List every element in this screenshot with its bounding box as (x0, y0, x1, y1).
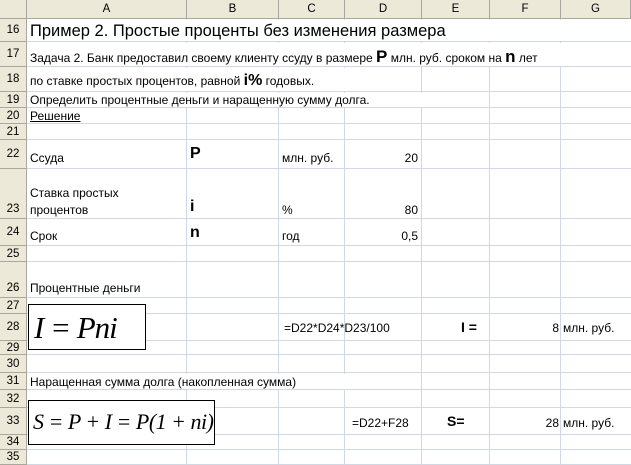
interest-formula-text: I = Pni (34, 310, 117, 345)
accrued-result-unit: млн. руб. (563, 416, 615, 430)
row-header-24[interactable]: 24 (0, 219, 27, 246)
row-header-35[interactable]: 35 (0, 450, 27, 465)
row-header-25[interactable]: 25 (0, 246, 27, 262)
loan-unit: млн. руб. (282, 151, 334, 165)
rate-label-line-1: Ставка простых (30, 186, 119, 200)
task-symbol-p: Р (376, 47, 388, 66)
accrued-excel-formula: =D22+F28 (352, 416, 409, 430)
task-line-3: Определить процентные деньги и наращенную сумму долга. (30, 93, 370, 107)
task-symbol-i: i% (243, 72, 263, 89)
loan-label: Ссуда (30, 151, 64, 165)
loan-value[interactable]: 20 (404, 151, 418, 165)
task-line-1-start: Задача 2. Банк предоставил своему клиенту ссуду в размере (30, 51, 377, 65)
row-header-32[interactable]: 32 (0, 390, 27, 408)
loan-symbol: Р (190, 145, 201, 162)
row-header-30[interactable]: 30 (0, 355, 27, 373)
row-header-18[interactable]: 18 (0, 67, 27, 92)
term-value[interactable]: 0,5 (401, 229, 418, 243)
task-line-2-end: годовых. (262, 74, 315, 88)
interest-result-value[interactable]: 8 (552, 321, 559, 335)
task-line-1 (30, 48, 538, 65)
accrued-formula-text: S = P + I = P(1 + ni) (33, 409, 214, 434)
row-header-27[interactable]: 27 (0, 298, 27, 314)
term-label: Срок (30, 229, 58, 243)
row-header-16[interactable]: 16 (0, 19, 27, 42)
row-header-26[interactable]: 26 (0, 262, 27, 298)
row-header-21[interactable]: 21 (0, 124, 27, 140)
interest-label: Процентные деньги (30, 281, 141, 295)
row-header-17[interactable]: 17 (0, 42, 27, 67)
row-header-28[interactable]: 28 (0, 314, 27, 341)
task-line-2 (30, 73, 314, 89)
accrued-result-label: S= (447, 413, 465, 429)
interest-result-label: I = (461, 319, 477, 335)
row-header-31[interactable]: 31 (0, 373, 27, 390)
row-header-20[interactable]: 20 (0, 108, 27, 124)
row-header-29[interactable]: 29 (0, 341, 27, 355)
row-header-23[interactable]: 23 (0, 169, 27, 219)
row-header-22[interactable]: 22 (0, 140, 27, 169)
sheet-title: Пример 2. Простые проценты без изменения размера (30, 22, 446, 40)
column-header-e[interactable]: E (422, 0, 490, 19)
term-unit: год (282, 229, 300, 243)
row-header-33[interactable]: 33 (0, 408, 27, 435)
column-header-f[interactable]: F (490, 0, 561, 19)
rate-symbol: i (190, 198, 195, 215)
interest-result-unit: млн. руб. (563, 321, 615, 335)
column-header-c[interactable]: C (279, 0, 345, 19)
task-symbol-n: n (505, 47, 516, 66)
task-line-1-end: лет (515, 51, 538, 65)
solution-heading: Решение (30, 109, 81, 123)
column-header-b[interactable]: B (187, 0, 279, 19)
interest-formula-image (28, 304, 146, 350)
accrued-result-value[interactable]: 28 (545, 416, 559, 430)
task-line-2-start: по ставке простых процентов, равной (30, 74, 244, 88)
accrued-label: Наращенная сумма долга (накопленная сумма) (30, 375, 297, 389)
interest-excel-formula: =D22*D24*D23/100 (284, 321, 390, 335)
rate-unit: % (282, 203, 293, 217)
column-header-a[interactable]: A (27, 0, 187, 19)
task-line-1-middle: млн. руб. сроком на (387, 51, 506, 65)
row-header-19[interactable]: 19 (0, 92, 27, 108)
term-symbol: n (190, 224, 200, 241)
rate-label-line-2: процентов (30, 203, 89, 217)
row-header-34[interactable]: 34 (0, 435, 27, 450)
column-header-d[interactable]: D (345, 0, 422, 19)
accrued-formula-image (28, 400, 215, 445)
rate-value[interactable]: 80 (404, 203, 418, 217)
column-header-g[interactable]: G (561, 0, 631, 19)
